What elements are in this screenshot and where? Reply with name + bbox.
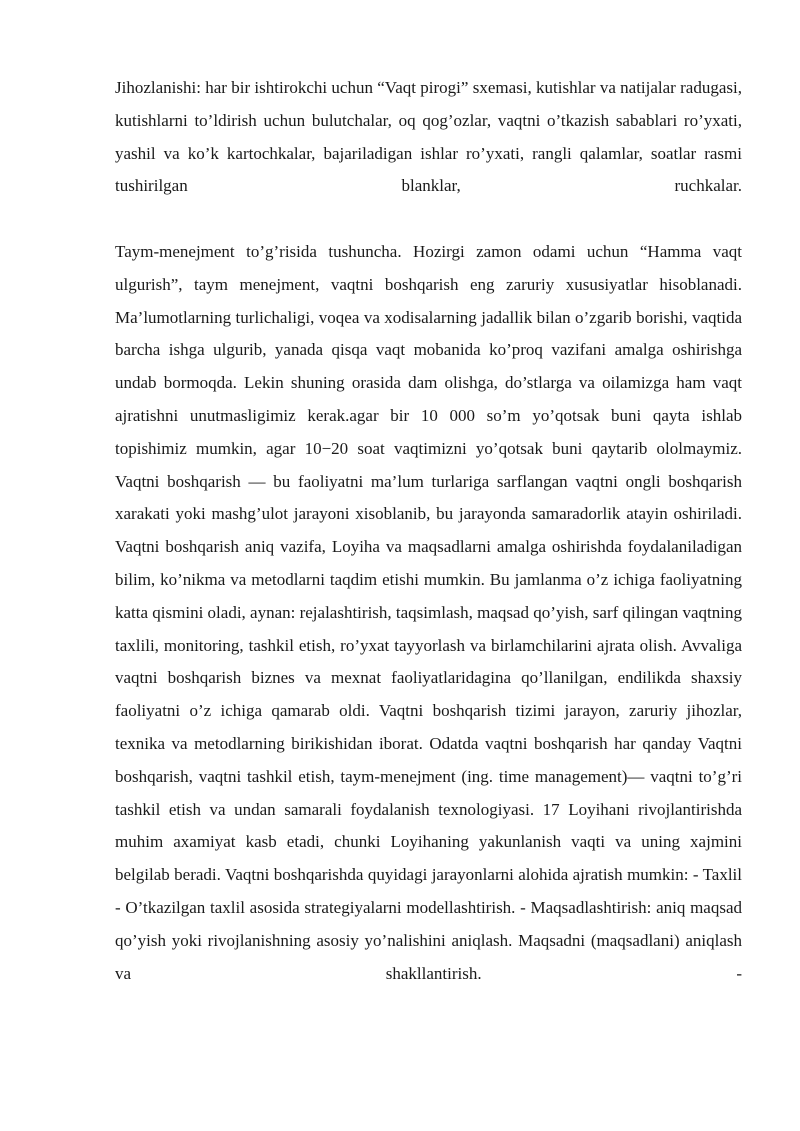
paragraph-equipment: Jihozlanishi: har bir ishtirokchi uchun “Vaqt pirogi” sxemasi, kutishlar va natijalar radugasi, kutishlarni to’ldirish uchun bulutchalar, oq qog’ozlar, vaqtni o’tkazish sabablari ro’yxati, yashil va ko’k kartochkalar, bajariladigan ishlar ro’yxati, rangli qalamlar, soatlar rasmi tushirilgan blanklar, ruchkalar. xyxy=(115,78,742,196)
paragraph-time-management: Taym-menejment to’g’risida tushuncha. Hozirgi zamon odami uchun “Hamma vaqt ulgurish”, taym menejment, vaqtni boshqarish eng zaruriy xususiyatlar hisoblanadi. Ma’lumotlarning turlichaligi, voqea va xodisalarning jadallik bilan o’zgarib borishi, vaqtida barcha ishga ulgurib, yanada qisqa vaqt mobanida ko’proq vazifani amalga oshirishga undab bormoqda. Lekin shuning orasida dam olishga, do’stlarga va oilamizga ham vaqt ajratishni unutmasligimiz kerak.agar bir 10 000 so’m yo’qotsak buni qayta ishlab topishimiz mumkin, agar 10−20 soat vaqtimizni yo’qotsak buni qaytarib ololmaymiz. Vaqtni boshqarish — bu faoliyatni ma’lum turlariga sarflangan vaqtni ongli boshqarish xarakati yoki mashg’ulot jarayoni xisoblanib, bu jarayonda samaradorlik atayin oshiriladi. Vaqtni boshqarish aniq vazifa, Loyiha va maqsadlarni amalga oshirishda foydalaniladigan bilim, ko’nikma va metodlarni taqdim etishi mumkin. Bu jamlanma o’z ichiga faoliyatning katta qismini oladi, aynan: rejalashtirish, taqsimlash, maqsad qo’yish, sarf qilingan vaqtning taxlili, monitoring, tashkil etish, ro’yxat tayyorlash va birlamchilarini ajrata olish. Avvaliga vaqtni boshqarish biznes va mexnat faoliyatlaridagina qo’llanilgan, endilikda shaxsiy faoliyatni o’z ichiga qamarab oldi. Vaqtni boshqarish tizimi jarayon, zaruriy jihozlar, texnika va metodlarning birikishidan iborat. Odatda vaqtni boshqarish har qanday Vaqtni boshqarish, vaqtni tashkil etish, taym-menejment (ing. time management)— vaqtni to’g’ri tashkil etish va undan samarali foydalanish texnologiyasi. 17 Loyihani rivojlantirishda muhim axamiyat kasb etadi, chunki Loyihaning yakunlanish vaqti va uning xajmini belgilab beradi. Vaqtni boshqarishda quyidagi jarayonlarni alohida ajratish mumkin: - Taxlil - O’tkazilgan taxlil asosida strategiyalarni modellashtirish. - Maqsadlashtirish: aniq maqsad qo’yish yoki rivojlanishning asosiy yo’nalishini aniqlash. Maqsadni (maqsadlani) aniqlash va shakllantirish. - xyxy=(115,241,742,983)
document-body xyxy=(115,72,742,990)
